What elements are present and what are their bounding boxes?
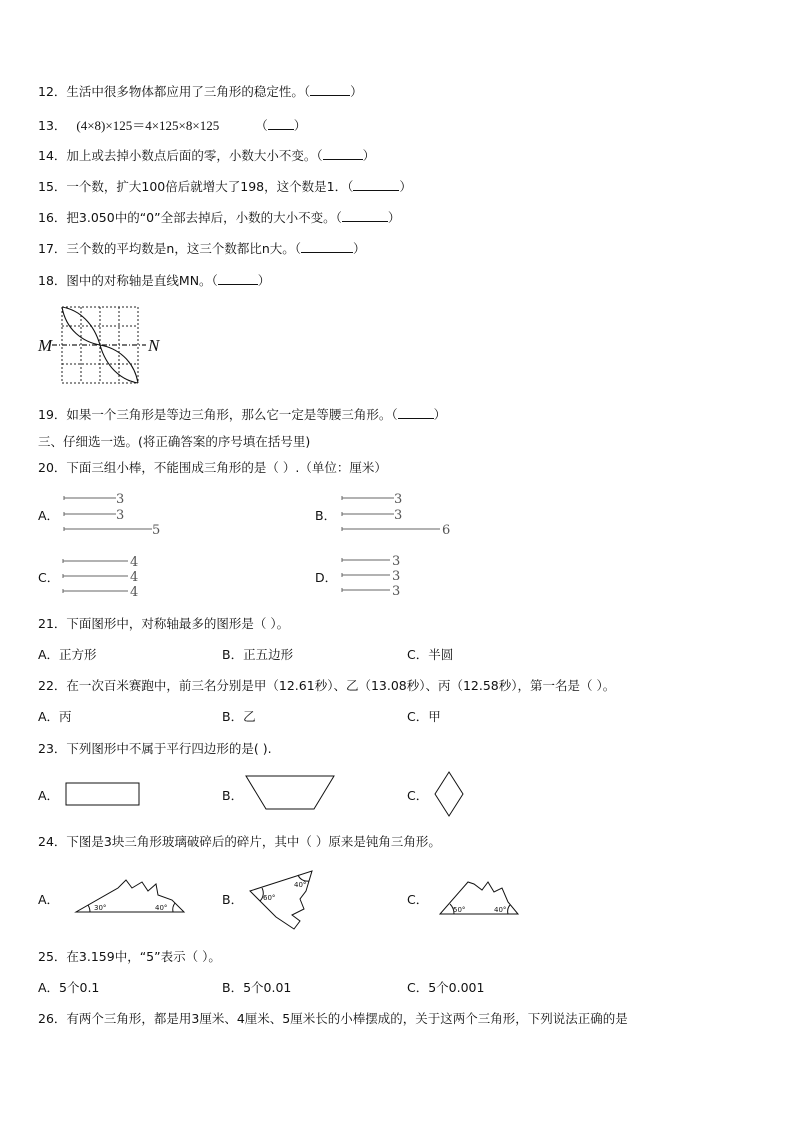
stick-length: 3 — [392, 554, 401, 569]
bracket-close: ） — [293, 118, 307, 133]
stick-length: 3 — [394, 492, 403, 507]
stick-length: 4 — [130, 585, 139, 600]
rectangle-shape[interactable] — [65, 782, 141, 807]
bracket-close: ） — [433, 407, 447, 422]
option-c[interactable]: C．甲 — [407, 709, 441, 724]
question-20: 20．下面三组小棒，不能围成三角形的是（ ）.（单位：厘米） — [38, 460, 387, 475]
question-17-text: 17．三个数的平均数是n，这三个数都比n大。（ — [38, 241, 302, 256]
glass-fragment-b[interactable] — [248, 869, 318, 931]
question-26: 26．有两个三角形，都是用3厘米、4厘米、5厘米长的小棒摆成的，关于这两个三角形，下列说法正确的是 — [38, 1011, 628, 1026]
question-13-expression: (4×8)×125＝4×125×8×125 — [76, 118, 220, 133]
question-19-text: 19．如果一个三角形是等边三角形，那么它一定是等腰三角形。（ — [38, 407, 398, 422]
option-d-sticks[interactable] — [338, 552, 418, 600]
answer-blank[interactable] — [323, 148, 363, 160]
question-13-number: 13． — [38, 118, 67, 133]
stick-length: 5 — [152, 523, 161, 538]
answer-blank[interactable] — [353, 179, 399, 191]
option-a[interactable]: A．丙 — [38, 709, 72, 724]
bracket-close: ） — [257, 273, 271, 288]
question-25: 25．在3.159中，“5”表示（ ）。 — [38, 949, 221, 964]
question-16-text: 16．把3.050中的“0”全部去掉后，小数的大小不变。（ — [38, 210, 342, 225]
bracket-close: ） — [350, 84, 363, 99]
angle-label: 60° — [263, 894, 276, 902]
option-b[interactable]: B． — [222, 892, 244, 907]
symmetry-grid-figure — [38, 300, 168, 388]
angle-label: 50° — [453, 906, 466, 914]
option-b[interactable]: B．5个0.01 — [222, 980, 292, 995]
option-b[interactable]: B．乙 — [222, 709, 256, 724]
glass-fragment-a[interactable] — [72, 878, 188, 916]
rhombus-shape[interactable] — [433, 771, 465, 817]
option-a-sticks[interactable] — [60, 490, 170, 538]
answer-blank[interactable] — [268, 118, 294, 130]
option-a[interactable]: A．5个0.1 — [38, 980, 100, 995]
option-d-label[interactable]: D． — [315, 570, 338, 585]
question-13 — [38, 115, 306, 134]
stick-length: 3 — [392, 569, 401, 584]
question-19 — [38, 405, 446, 423]
glass-fragment-c[interactable] — [438, 878, 520, 918]
answer-blank[interactable] — [342, 210, 388, 222]
stick-length: 3 — [394, 508, 403, 523]
option-b-sticks[interactable] — [338, 490, 458, 538]
answer-blank[interactable] — [398, 407, 434, 419]
option-b[interactable]: B．正五边形 — [222, 647, 294, 662]
question-14 — [38, 146, 375, 164]
question-12-text: 12．生活中很多物体都应用了三角形的稳定性。（ — [38, 84, 311, 99]
stick-length: 3 — [116, 492, 125, 507]
option-a-label[interactable]: A． — [38, 508, 60, 523]
bracket-close: ） — [399, 179, 412, 194]
option-b-label[interactable]: B． — [315, 508, 337, 523]
question-15 — [38, 177, 412, 195]
answer-blank[interactable] — [310, 84, 350, 96]
question-16 — [38, 208, 400, 226]
label-m: M — [38, 336, 53, 355]
option-c[interactable]: C．半圆 — [407, 647, 454, 662]
label-n: N — [148, 336, 160, 355]
angle-label: 40° — [294, 881, 307, 889]
angle-label: 30° — [94, 904, 107, 912]
option-a[interactable]: A．正方形 — [38, 647, 97, 662]
stick-length: 3 — [392, 584, 401, 599]
question-22: 22．在一次百米赛跑中，前三名分别是甲（12.61秒）、乙（13.08秒）、丙（12.58秒），第一名是（ ）。 — [38, 678, 616, 693]
section-heading: 三、仔细选一选。(将正确答案的序号填在括号里) — [38, 434, 311, 449]
question-14-text: 14．加上或去掉小数点后面的零，小数大小不变。（ — [38, 148, 323, 163]
bracket-close: ） — [387, 210, 401, 225]
bracket-open: （ — [255, 118, 268, 133]
stick-length: 4 — [130, 570, 139, 585]
stick-length: 6 — [442, 523, 451, 538]
question-21: 21．下面图形中，对称轴最多的图形是（ ）。 — [38, 616, 290, 631]
answer-blank[interactable] — [301, 241, 353, 253]
question-17 — [38, 239, 366, 257]
bracket-close: ） — [353, 241, 366, 256]
question-18-text: 18．图中的对称轴是直线MN。（ — [38, 273, 218, 288]
question-18 — [38, 271, 270, 289]
option-c[interactable]: C． — [407, 892, 429, 907]
option-a[interactable]: A． — [38, 892, 60, 907]
question-23: 23．下列图形中不属于平行四边形的是( ). — [38, 741, 272, 756]
question-15-text: 15．一个数，扩大100倍后就增大了198，这个数是1．（ — [38, 179, 354, 194]
stick-length: 3 — [116, 508, 125, 523]
angle-label: 40° — [494, 906, 507, 914]
option-c-sticks[interactable] — [60, 552, 150, 600]
trapezoid-shape[interactable] — [244, 775, 336, 811]
option-c-label[interactable]: C． — [38, 570, 60, 585]
option-b[interactable]: B． — [222, 788, 244, 803]
question-12 — [38, 82, 363, 100]
option-c[interactable]: C．5个0.001 — [407, 980, 485, 995]
question-24: 24．下图是3块三角形玻璃破碎后的碎片，其中（ ）原来是钝角三角形。 — [38, 834, 441, 849]
option-a[interactable]: A． — [38, 788, 60, 803]
stick-length: 4 — [130, 555, 139, 570]
answer-blank[interactable] — [218, 273, 258, 285]
option-c[interactable]: C． — [407, 788, 429, 803]
bracket-close: ） — [362, 148, 376, 163]
angle-label: 40° — [155, 904, 168, 912]
